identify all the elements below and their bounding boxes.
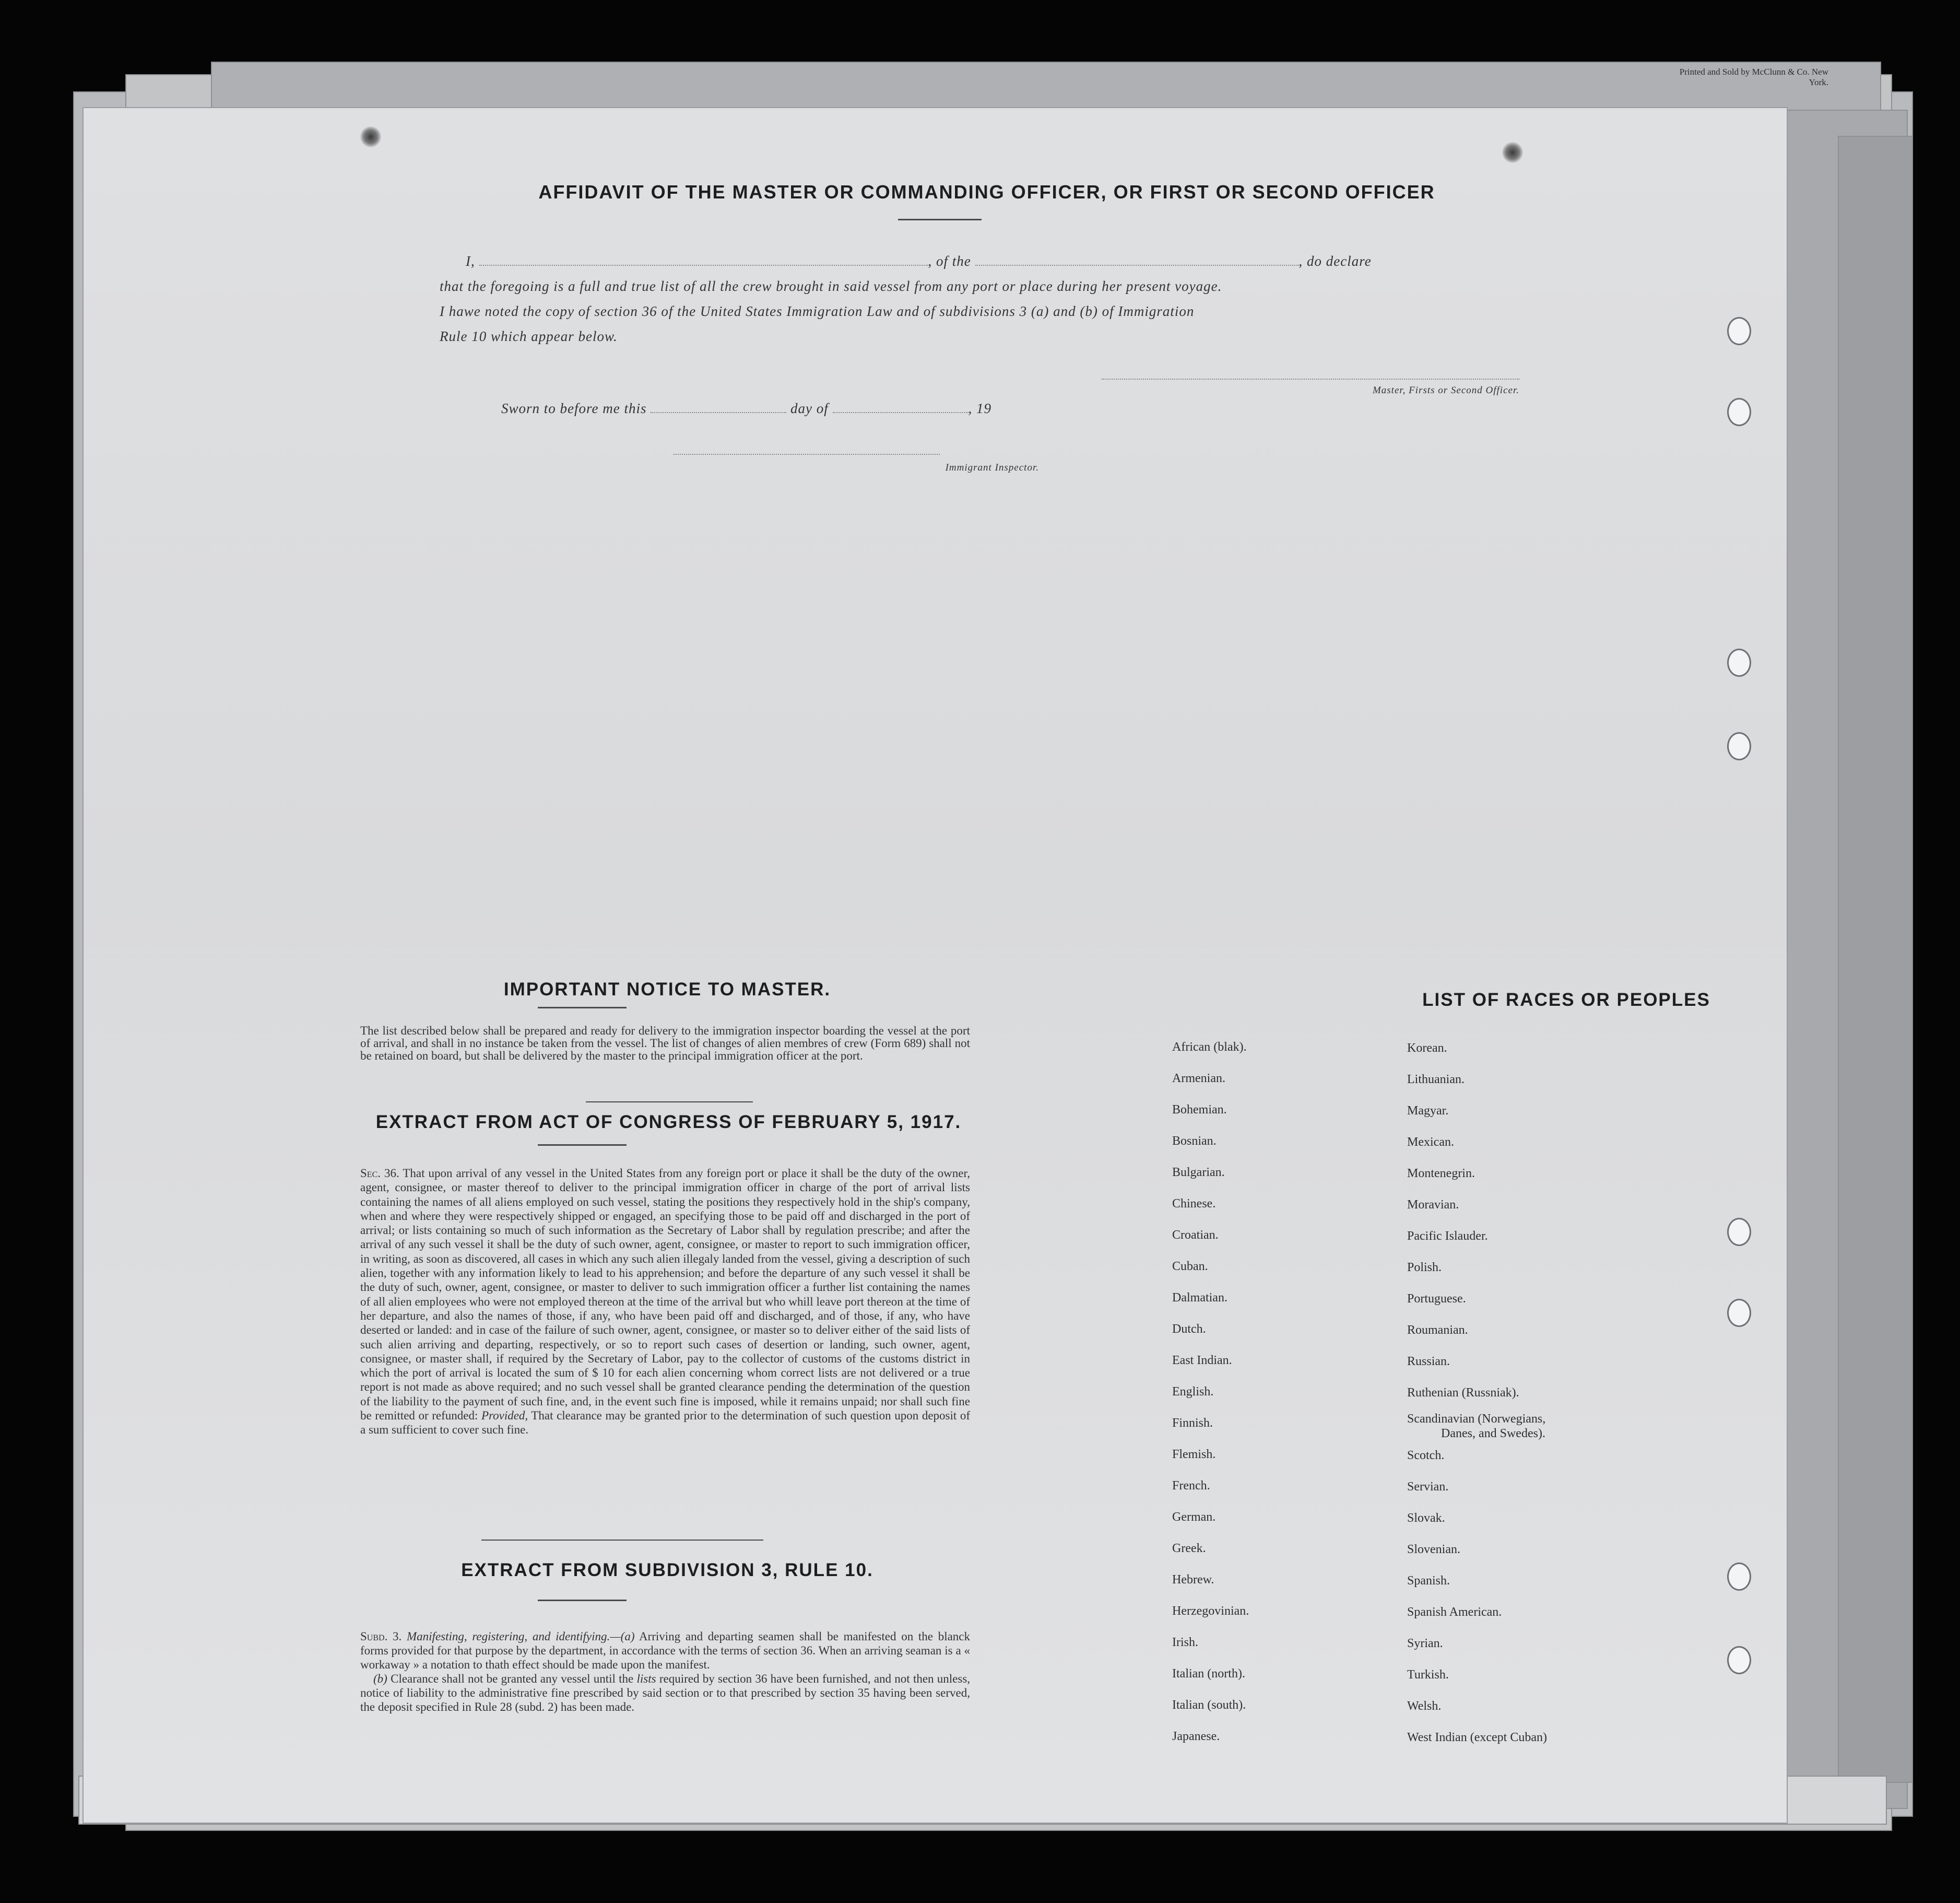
race-item: Russian. — [1407, 1355, 1450, 1368]
race-item: Irish. — [1172, 1636, 1198, 1649]
race-item: Herzegovinian. — [1172, 1604, 1249, 1618]
race-item: Dalmatian. — [1172, 1291, 1227, 1305]
printer-note: Printed and Sold by McClunn & Co. New York. — [1679, 67, 1828, 87]
punch-hole — [1727, 1646, 1751, 1674]
affidavit-line-4: Rule 10 which appear below. — [440, 328, 618, 344]
race-item: Magyar. — [1407, 1104, 1449, 1118]
inspector-label: Immigrant Inspector. — [945, 462, 1039, 473]
punch-hole — [1727, 398, 1751, 426]
staple-mark — [1502, 142, 1523, 163]
race-item: Turkish. — [1407, 1668, 1449, 1682]
race-item: Servian. — [1407, 1480, 1449, 1494]
section-divider — [481, 1540, 763, 1541]
subd-heading: Manifesting, registering, and identifying.—(a) — [407, 1630, 635, 1643]
sec-label: Sec. 36. — [360, 1167, 399, 1180]
race-item: Greek. — [1172, 1542, 1206, 1555]
race-item: Mexican. — [1407, 1135, 1454, 1149]
race-item: Bohemian. — [1172, 1103, 1227, 1117]
affidavit-title: AFFIDAVIT OF THE MASTER OR COMMANDING OFFICER, OR FIRST OR SECOND OFFICER — [538, 181, 1435, 203]
affidavit-line-2: that the foregoing is a full and true list of all the crew brought in said vessel from any port or place during her present voyage. — [440, 278, 1222, 294]
act-rule — [538, 1144, 627, 1146]
subd-label: Subd. 3. — [360, 1630, 402, 1643]
act-title: EXTRACT FROM ACT OF CONGRESS OF FEBRUARY 5, 1917. — [375, 1112, 962, 1132]
section-divider — [586, 1101, 753, 1102]
punch-hole — [1727, 1563, 1751, 1591]
race-item: Hebrew. — [1172, 1573, 1214, 1587]
provided-text: Provided, — [481, 1409, 528, 1423]
punch-hole — [1727, 649, 1751, 677]
act-section-36 — [360, 1166, 970, 1437]
affidavit-of-the: , of the — [928, 253, 971, 269]
subdivision-rule — [538, 1600, 627, 1601]
race-item: Armenian. — [1172, 1072, 1225, 1085]
race-item: Italian (south). — [1172, 1698, 1246, 1712]
race-item: Slovenian. — [1407, 1543, 1460, 1556]
race-item: Scotch. — [1407, 1449, 1445, 1462]
race-item: Welsh. — [1407, 1699, 1442, 1713]
subd-lists: lists — [636, 1672, 656, 1685]
race-item: Korean. — [1407, 1041, 1447, 1055]
race-item: African (blak). — [1172, 1040, 1247, 1054]
notice-body: The list described below shall be prepared and ready for delivery to the immigration inspector boarding the vessel at the port of arrival, and shall in no instance be taken from the vessel. The list of changes of alien membres of crew (Form 689) shall not be retained on board, but shall be delivered by the master to the principal immigration officer at the port. — [360, 1024, 970, 1062]
sec-text-end: That clearance may be granted prior to the determination of such question upon deposit of a sum sufficient to cover such fine. — [360, 1409, 970, 1437]
race-item: Pacific Islauder. — [1407, 1229, 1488, 1243]
race-item: Roumanian. — [1407, 1323, 1468, 1337]
race-item: Spanish. — [1407, 1574, 1450, 1588]
inspector-signature-blank — [674, 454, 940, 455]
sworn-line — [501, 401, 1180, 417]
affidavit-line-1 — [466, 253, 1520, 269]
race-item: Slovak. — [1407, 1511, 1445, 1525]
race-item: Italian (north). — [1172, 1667, 1245, 1681]
punch-hole — [1727, 317, 1751, 345]
race-item: Dutch. — [1172, 1322, 1206, 1336]
subd-b-label: (b) — [373, 1672, 387, 1685]
punch-hole — [1727, 1218, 1751, 1246]
notice-rule — [538, 1007, 627, 1008]
subd-part-b2: required by section 36 have been furnished, and not then unless, notice of liability to the administrative fine prescribed by said section or to that prescribed by section 35 having been served, the deposit specified in Rule 28 (subd. 2) has been made. — [360, 1672, 971, 1713]
affidavit-do-declare: , do declare — [1298, 253, 1372, 269]
race-item: Spanish American. — [1407, 1605, 1502, 1619]
race-item: Finnish. — [1172, 1416, 1213, 1430]
year-text: , 19 — [968, 401, 991, 416]
affidavit-line-3: I hawe noted the copy of section 36 of the United States Immigration Law and of subdivisions 3 (a) and (b) of Immigration — [440, 303, 1195, 319]
race-item: Chinese. — [1172, 1197, 1216, 1211]
race-item-continuation: Danes, and Swedes). — [1441, 1427, 1545, 1440]
subdivision-body — [360, 1629, 970, 1714]
race-item: Syrian. — [1407, 1637, 1443, 1650]
notice-title: IMPORTANT NOTICE TO MASTER. — [503, 979, 831, 1000]
month-blank — [833, 412, 969, 413]
race-item: Moravian. — [1407, 1198, 1459, 1212]
race-item: English. — [1172, 1385, 1214, 1399]
day-of-text: day of — [790, 401, 829, 416]
race-item: German. — [1172, 1510, 1216, 1524]
name-blank — [479, 265, 928, 266]
subd-part-b1: Clearance shall not be granted any vessel until the — [391, 1672, 634, 1685]
punch-hole — [1727, 1299, 1751, 1327]
race-item: Montenegrin. — [1407, 1167, 1475, 1180]
race-item: Croatian. — [1172, 1228, 1219, 1242]
race-item: Bulgarian. — [1172, 1166, 1225, 1179]
title-rule — [898, 219, 982, 220]
vessel-blank — [975, 265, 1299, 266]
subd-part-a: Arriving and departing seamen shall be manifested on the blanck forms provided for that purpose by the department, in accordance with the terms of section 36. When an arriving seaman is a « workaway » a notation to thath effect should be made upon the manifest. — [360, 1630, 971, 1671]
race-item: West Indian (except Cuban) — [1407, 1731, 1547, 1744]
race-item: East Indian. — [1172, 1354, 1232, 1367]
affidavit-i: I, — [466, 253, 475, 269]
subdivision-title: EXTRACT FROM SUBDIVISION 3, RULE 10. — [461, 1560, 873, 1580]
staple-mark — [360, 126, 381, 147]
race-item: Portuguese. — [1407, 1292, 1466, 1306]
race-item: Japanese. — [1172, 1730, 1220, 1743]
punch-hole — [1727, 732, 1751, 760]
race-item: Flemish. — [1172, 1448, 1216, 1461]
background-sheet-edge — [1838, 136, 1913, 1783]
race-item: Ruthenian (Russniak). — [1407, 1386, 1519, 1400]
races-title: LIST OF RACES OR PEOPLES — [1422, 990, 1710, 1010]
signature-label: Master, Firsts or Second Officer. — [1372, 385, 1519, 396]
day-blank — [651, 412, 786, 413]
race-item: French. — [1172, 1479, 1210, 1493]
race-item: Polish. — [1407, 1261, 1442, 1274]
race-item: Lithuanian. — [1407, 1073, 1465, 1086]
race-item: Cuban. — [1172, 1260, 1208, 1273]
sec-text: That upon arrival of any vessel in the United States from any foreign port or place it shall be the duty of the owner, agent, consignee, or master thereof to deliver to the principal immigration officer in charge of the port of arrival lists containing the names of all aliens employed on such vessel, stating the positions they respectively hold in the ship's company, when and where they were respectively shipped or engaged, an specifying those to be paid off and discharged in the port of arrival; or lists containing so much of such information as the Secretary of Labor shall by regulation prescribe; and after the arrival of any such vessel it shall be the duty of such owner, agent, consignee, or master to report to such immigration officer, in writing, as soon as discovered, all cases in which any such alien illegaly landed from the vessel, giving a description of such alien, together with any information likely to lead to his apprehension; and before the departure of any such vessel it shall be the duty of such, owner, agent, consignee, or master to deliver to such immigration officer a further list containing the names of all alien employees who were not employed thereon at the time of the arrival but who whill leave port thereon at the time of her departure, and also the names of those, if any, who have been paid off and discharged, and of those, if any, who have deserted or landed: and in case of the failure of such owner, agent, consignee, or master so to deliver either of the said lists of such alien arriving and departing, respectively, or so to report such cases of desertion or landing, such owner, agent, consignee, or master shall, if required by the Secretary of Labor, pay to the collector of customs of the customs district in which the port of arrival is located the sum of $ 10 for each alien concerning whom correct lists are not delivered or a true report is not made as above required; and no such vessel shall be granted clearance pending the determination of the question of the liability to the payment of such fine, and, in the event such fine is imposed, while it remains unpaid; nor shall such fine be remitted or refunded: — [360, 1167, 970, 1423]
sworn-text: Sworn to before me this — [501, 401, 647, 416]
race-item: Scandinavian (Norwegians, — [1407, 1412, 1546, 1426]
manifest-page — [82, 107, 1788, 1824]
signature-blank — [1102, 379, 1519, 380]
race-item: Bosnian. — [1172, 1134, 1217, 1148]
